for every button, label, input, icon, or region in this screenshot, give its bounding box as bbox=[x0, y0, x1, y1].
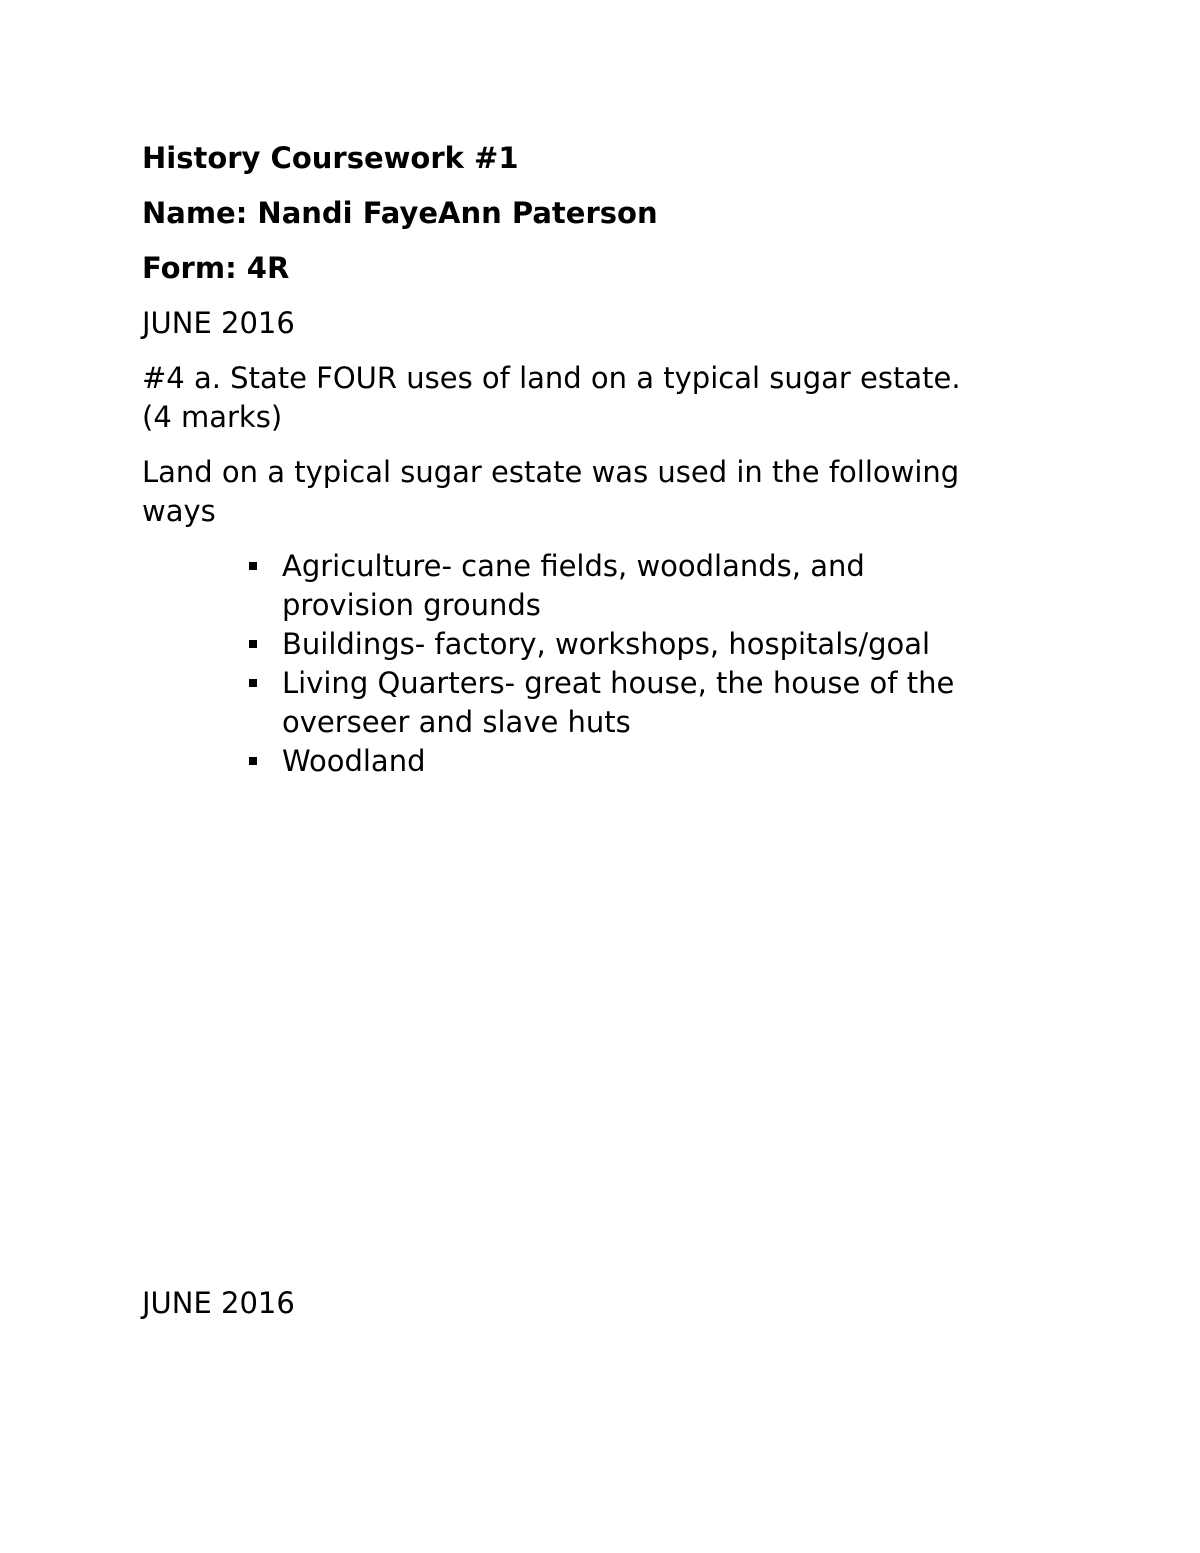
document-body bbox=[142, 139, 1042, 781]
list-item-text: provision grounds bbox=[282, 588, 541, 622]
land-uses-list bbox=[142, 547, 1042, 781]
question bbox=[142, 359, 1042, 437]
list-item-text: Buildings- factory, workshops, hospitals/goal bbox=[282, 627, 931, 661]
square-bullet-icon bbox=[249, 757, 257, 765]
answer-intro-line: Land on a typical sugar estate was used in the following bbox=[142, 455, 960, 489]
list-item bbox=[282, 625, 1042, 664]
answer-intro bbox=[142, 453, 1042, 531]
student-form: Form: 4R bbox=[142, 251, 290, 285]
answer-intro-line: ways bbox=[142, 494, 216, 528]
document-date: JUNE 2016 bbox=[142, 306, 295, 340]
square-bullet-icon bbox=[249, 640, 257, 648]
list-item-text: overseer and slave huts bbox=[282, 705, 631, 739]
footer-date: JUNE 2016 bbox=[142, 1286, 295, 1320]
student-name: Name: Nandi FayeAnn Paterson bbox=[142, 196, 658, 230]
list-item-text: Woodland bbox=[282, 744, 426, 778]
document-title: History Coursework #1 bbox=[142, 141, 519, 175]
list-item bbox=[282, 664, 1042, 742]
question-line: (4 marks) bbox=[142, 400, 283, 434]
list-item-text: Agriculture- cane fields, woodlands, and bbox=[282, 549, 865, 583]
square-bullet-icon bbox=[249, 562, 257, 570]
question-line: #4 a. State FOUR uses of land on a typical sugar estate. bbox=[142, 361, 961, 395]
list-item bbox=[282, 742, 1042, 781]
square-bullet-icon bbox=[249, 679, 257, 687]
list-item-text: Living Quarters- great house, the house of the bbox=[282, 666, 955, 700]
list-item bbox=[282, 547, 1042, 625]
